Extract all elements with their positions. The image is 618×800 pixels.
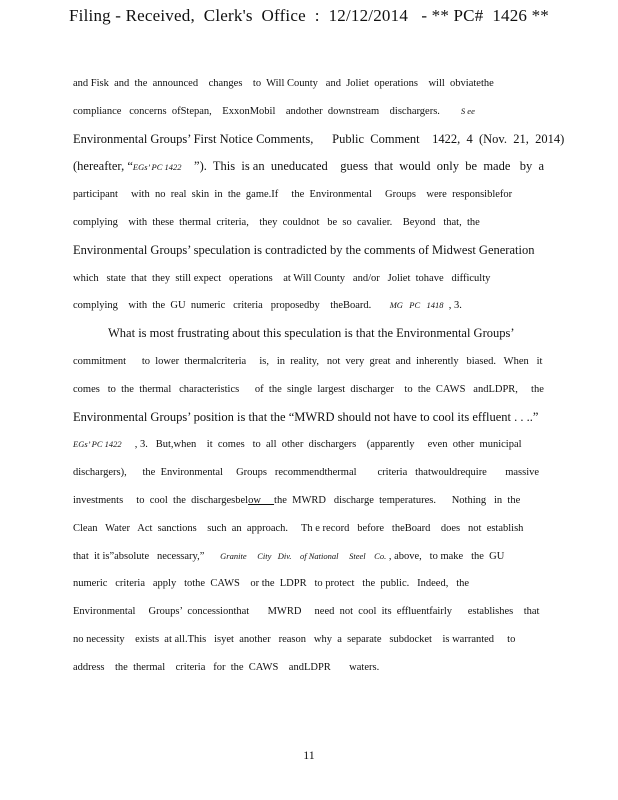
text-segment: , 3. But,when it comes to all other dischargers (apparently even other municipal — [121, 439, 522, 451]
page-number: 11 — [303, 748, 315, 762]
text-line — [73, 404, 543, 432]
text-segment: numeric criteria apply tothe CAWS or the LDPR to protect the public. Indeed, the — [73, 578, 470, 590]
text-segment: (hereafter, “ — [73, 159, 133, 174]
text-line — [73, 320, 543, 348]
text-line — [73, 515, 543, 543]
text-segment: , 3. — [443, 300, 462, 312]
text-segment: compliance concerns ofStepan, ExxonMobil andother downstream dischargers. — [73, 105, 461, 117]
text-segment: participant with no real skin in the game.If the Environmental Groups were responsiblefor — [73, 189, 513, 201]
text-line — [73, 265, 543, 293]
text-line — [73, 181, 543, 209]
text-line — [73, 126, 565, 154]
text-line — [73, 570, 543, 598]
citation-text: EGs’ PC 1422 — [73, 439, 122, 450]
text-line — [73, 543, 543, 571]
text-line — [73, 431, 543, 459]
text-segment: investments to cool the dischargesbel — [73, 494, 249, 506]
text-line — [73, 292, 543, 320]
citation-text: Granite City Div. of National Steel Co. — [220, 550, 387, 561]
text-line — [73, 654, 543, 682]
text-line — [73, 459, 543, 487]
text-segment: Environmental Groups’ First Notice Comments, Public Comment 1422, 4 (Nov. 21, 2014) — [73, 131, 565, 146]
text-segment: commitment to lower thermalcriteria is, in reality, not very great and inherently biased. When it — [73, 355, 543, 367]
text-segment: complying with the GU numeric criteria proposedby theBoard. — [73, 300, 390, 312]
text-line — [73, 237, 543, 265]
citation-text: EGs’ PC 1422 — [132, 162, 182, 173]
text-segment: complying with these thermal criteria, they couldnot be so cavalier. Beyond that, the — [73, 216, 480, 228]
text-line — [73, 348, 543, 376]
text-segment: the MWRD discharge temperatures. Nothing in the — [274, 494, 521, 506]
underlined-text: ow — [248, 494, 275, 506]
citation-text: S ee — [460, 105, 475, 116]
text-segment: and Fisk and the announced changes to Will County and Joliet operations will obviatethe — [73, 78, 494, 89]
text-segment: dischargers), the Environmental Groups recommendthermal criteria thatwouldrequire massive — [73, 467, 540, 479]
text-segment: Environmental Groups’ speculation is contradicted by the comments of Midwest Generation — [73, 242, 535, 257]
text-line — [73, 98, 543, 126]
text-line — [73, 70, 543, 98]
text-segment: What is most frustrating about this speculation is that the Environmental Groups’ — [108, 326, 515, 341]
text-line — [73, 376, 543, 404]
citation-text: MG PC 1418 — [389, 300, 444, 311]
text-segment: no necessity exists at all.This isyet another reason why a separate subdocket is warranted to — [73, 633, 516, 645]
text-segment: address the thermal criteria for the CAWS andLDPR waters. — [73, 661, 380, 673]
text-segment: ”). This is an uneducated guess that would only be made by a — [181, 159, 545, 174]
text-segment: which state that they still expect operations at Will County and/or Joliet tohave difficulty — [73, 272, 491, 284]
text-segment: , above, to make the GU — [386, 550, 505, 562]
text-segment: that it is”absolute necessary,” — [73, 550, 221, 562]
text-segment: Environmental Groups’ concessionthat MWRD need not cool its effluentfairly establishes that — [73, 606, 540, 618]
text-line — [73, 153, 543, 181]
document-body — [73, 70, 565, 682]
text-segment: Environmental Groups’ position is that the “MWRD should not have to cool its effluent . . ..” — [73, 409, 539, 424]
text-line — [73, 626, 543, 654]
text-line — [73, 598, 543, 626]
text-segment: comes to the thermal characteristics of the single largest discharger to the CAWS andLDPR, the — [73, 383, 544, 395]
filing-header: Filing - Received, Clerk's Office : 12/12/2014 - ** PC# 1426 ** — [69, 6, 549, 25]
text-segment: Clean Water Act sanctions such an approach. Th e record before theBoard does not establish — [73, 522, 524, 534]
text-line — [73, 487, 543, 515]
text-line — [73, 209, 543, 237]
